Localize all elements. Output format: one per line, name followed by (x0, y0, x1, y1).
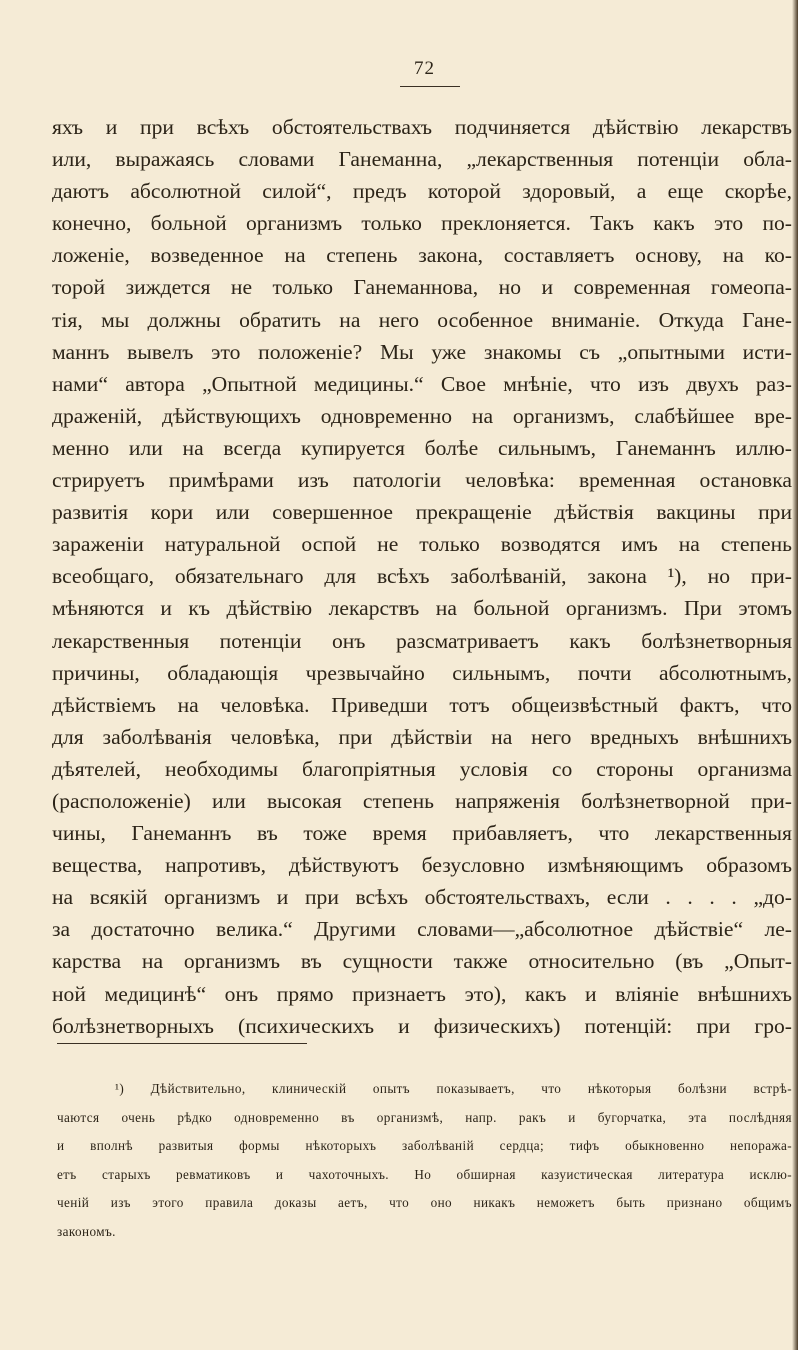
text-line: или, выражаясь словами Ганеманна, „лекарственныя потенціи обла- (52, 147, 792, 172)
text-line: дѣятелей, необходимы благопріятныя условія со стороны организма (52, 756, 792, 781)
text-line: для заболѣванія человѣка, при дѣйствіи на него вредныхъ внѣшнихъ (52, 724, 792, 749)
text-line: причины, обладающія чрезвычайно сильнымъ, почти абсолютнымъ, (52, 660, 792, 685)
text-line: вещества, напротивъ, дѣйствуютъ безусловно измѣняющимъ образомъ (52, 853, 792, 878)
text-line: (расположеніе) или высокая степень напряженія болѣзнетворной при- (52, 788, 792, 813)
page-number: 72 (414, 58, 435, 79)
text-line: стрируетъ примѣрами изъ патологіи человѣка: временная остановка (52, 468, 792, 493)
text-line: драженій, дѣйствующихъ одновременно на организмъ, слабѣйшее вре- (52, 403, 792, 428)
text-line: чины, Ганеманнъ въ тоже время прибавляетъ, что лекарственныя (52, 821, 792, 846)
text-line: карства на организмъ въ сущности также относительно (въ „Опыт- (52, 949, 792, 974)
footnote-line: етъ старыхъ ревматиковъ и чахоточныхъ. Но обширная казуистическая литература исклю- (57, 1166, 792, 1182)
page-number-underline (400, 86, 460, 87)
text-line: нами“ автора „Опытной медицины.“ Свое мнѣніе, что изъ двухъ раз- (52, 371, 792, 396)
footnote-line: ченій изъ этого правила доказы аетъ, что оно никакъ неможетъ быть признано общимъ (57, 1195, 792, 1211)
footnote-separator (57, 1043, 307, 1044)
text-line: менно или на всегда купируется болѣе сильнымъ, Ганеманнъ иллю- (52, 435, 792, 460)
text-line: торой зиждется не только Ганеманнова, но и современная гомеопа- (52, 275, 792, 300)
page-edge-shadow (792, 0, 798, 1350)
text-line: конечно, больной организмъ только преклоняется. Такъ какъ это по- (52, 211, 792, 236)
text-line: лекарственныя потенціи онъ разсматриваетъ какъ болѣзнетворныя (52, 628, 792, 653)
text-line: тія, мы должны обратить на него особенное вниманіе. Откуда Гане- (52, 307, 792, 332)
text-line: яхъ и при всѣхъ обстоятельствахъ подчиняется дѣйствію лекарствъ (52, 115, 792, 139)
text-line: за достаточно велика.“ Другими словами—„абсолютное дѣйствіе“ ле- (52, 917, 792, 942)
footnote-line: и вполнѣ развитыя формы нѣкоторыхъ заболѣваній сердца; тифъ обыкновенно непоража- (57, 1138, 792, 1154)
footnote-line: чаются очень рѣдко одновременно въ организмѣ, напр. ракъ и бугорчатка, эта послѣдняя (57, 1109, 792, 1125)
text-line: дѣйствіемъ на человѣка. Приведши тотъ общеизвѣстный фактъ, что (52, 692, 792, 717)
footnote (57, 1075, 792, 1247)
text-line: даютъ абсолютной силой“, предъ которой здоровый, а еще скорѣе, (52, 179, 792, 204)
footnote-line: ¹) Дѣйствительно, клиническій опытъ показываетъ, что нѣкоторыя болѣзни встрѣ- (115, 1081, 792, 1096)
text-line: ной медицинѣ“ онъ прямо признаетъ это), какъ и вліяніе внѣшнихъ (52, 981, 792, 1006)
text-line: маннъ вывелъ это положеніе? Мы уже знакомы съ „опытными исти- (52, 339, 792, 364)
text-line: зараженіи натуральной оспой не только возводятся имъ на степень (52, 532, 792, 557)
text-line: ложеніе, возведенное на степень закона, составляетъ основу, на ко- (52, 243, 792, 268)
footnote-line: закономъ. (57, 1223, 116, 1239)
body-text (52, 111, 792, 1042)
text-line: мѣняются и къ дѣйствію лекарствъ на больной организмъ. При этомъ (52, 596, 792, 621)
text-line: на всякій организмъ и при всѣхъ обстоятельствахъ, если . . . . „до- (52, 885, 792, 910)
text-line: всеобщаго, обязательнаго для всѣхъ заболѣваній, закона ¹), но при- (52, 564, 792, 589)
text-line: развитія кори или совершенное прекращеніе дѣйствія вакцины при (52, 500, 792, 525)
text-line: болѣзнетворныхъ (психическихъ и физическихъ) потенцій: при гро- (52, 1013, 792, 1038)
